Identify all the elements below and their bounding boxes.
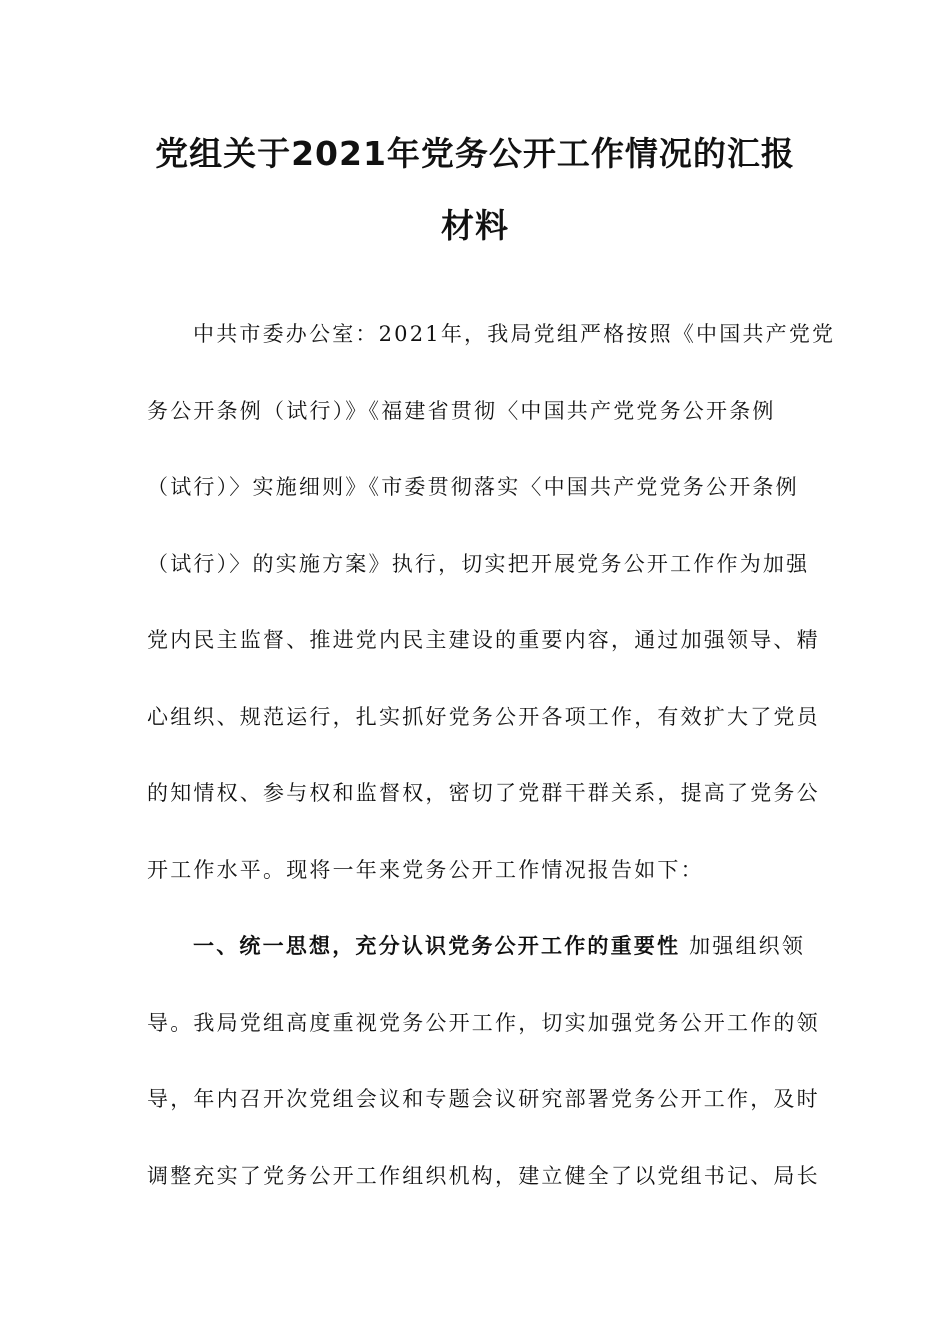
body-line: 中共市委办公室：2021年，我局党组严格按照《中国共产党党 (193, 322, 836, 346)
body-line: 务公开条例（试行）》《福建省贯彻〈中国共产党党务公开条例 (147, 398, 776, 423)
body-line: 党内民主监督、推进党内民主建设的重要内容，通过加强领导、精 (147, 628, 820, 652)
body-line: 开工作水平。现将一年来党务公开工作情况报告如下： (147, 857, 704, 882)
document-title-line-1: 党组关于2021年党务公开工作情况的汇报 (155, 134, 795, 173)
document-title-line-2: 材料 (441, 206, 509, 245)
section-1-first-line (147, 926, 806, 1003)
body-line: 心组织、规范运行，扎实抓好党务公开各项工作，有效扩大了党员 (147, 704, 820, 729)
body-line: 的知情权、参与权和监督权，密切了党群干群关系，提高了党务公 (147, 781, 820, 805)
body-line: （试行）〉的实施方案》执行，切实把开展党务公开工作作为加强 (147, 551, 810, 576)
body-line: 导，年内召开次党组会议和专题会议研究部署党务公开工作，及时 (147, 1087, 820, 1111)
section-1-heading: 一、统一思想，充分认识党务公开工作的重要性 (193, 934, 681, 958)
section-1-first-line-rest: 加强组织领 (680, 934, 806, 958)
body-line: 导。我局党组高度重视党务公开工作，切实加强党务公开工作的领 (147, 1010, 820, 1035)
body-line: （试行）〉实施细则》《市委贯彻落实〈中国共产党党务公开条例 (147, 475, 799, 499)
body-line: 调整充实了党务公开工作组织机构，建立健全了以党组书记、局长 (147, 1163, 820, 1188)
document-body (147, 314, 836, 1232)
